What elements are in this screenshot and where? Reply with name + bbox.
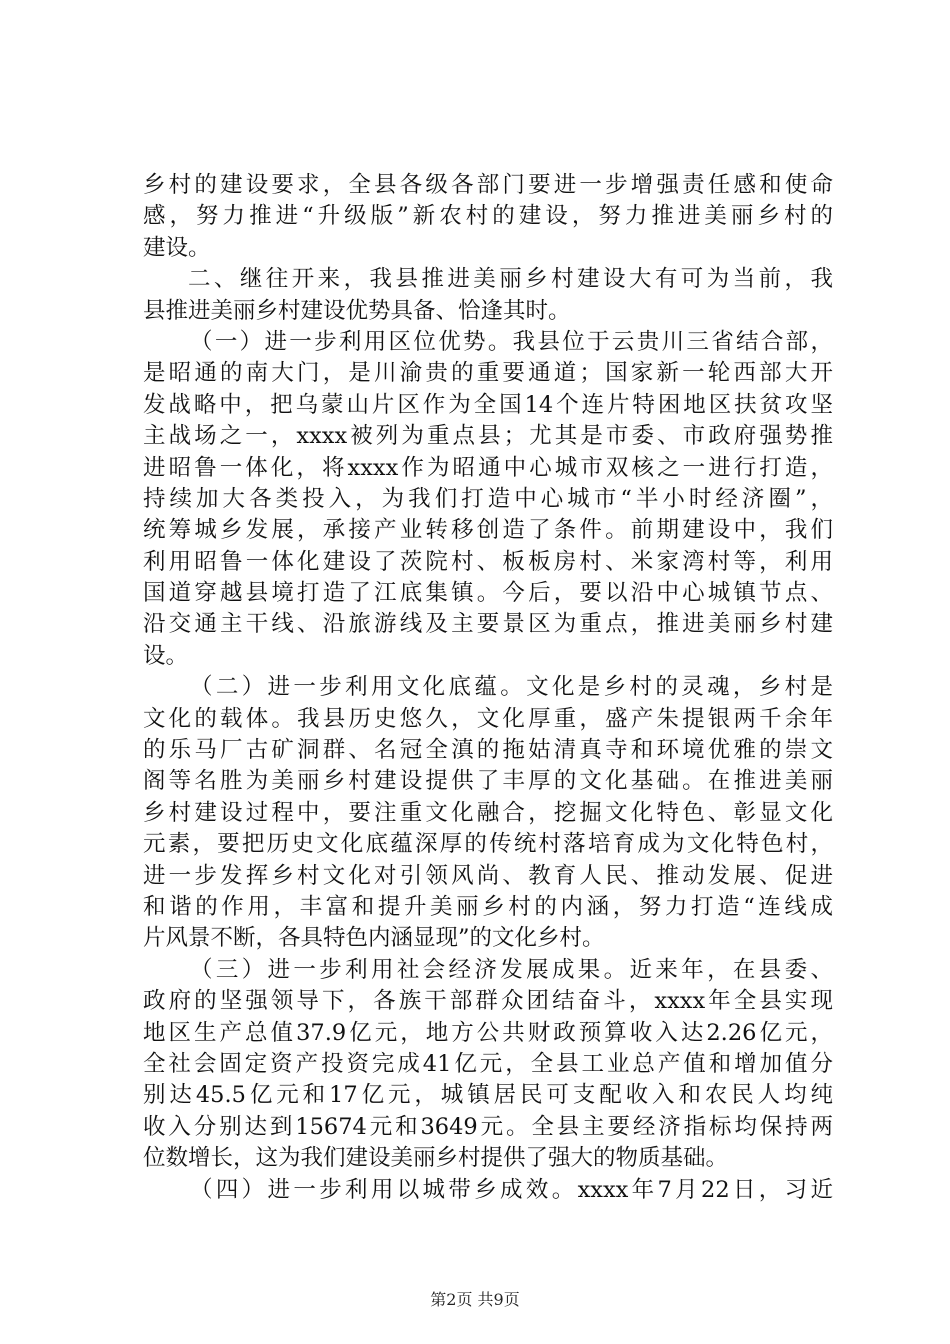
text-line: 国道穿越县境打造了江底集镇。今后，要以沿中心城镇节点、 (143, 580, 833, 607)
text-line: 位数增长，这为我们建设美丽乡村提供了强大的物质基础。 (143, 1145, 729, 1172)
subsection-heading-line: （四）进一步利用以城带乡成效。xxxx年7月22日，习近 (190, 1176, 833, 1203)
text-line: 地区生产总值37.9亿元，地方公共财政预算收入达2.26亿元， (143, 1019, 833, 1046)
text-line: 的乐马厂古矿洞群、名冠全滇的拖姑清真寺和环境优雅的崇文 (143, 737, 833, 764)
text-line: 进一步发挥乡村文化对引领风尚、教育人民、推动发展、促进 (143, 862, 833, 889)
text-line: 建设。 (143, 234, 211, 261)
text-line: 沿交通主干线、沿旅游线及主要景区为重点，推进美丽乡村建 (143, 611, 833, 638)
text-line: 乡村建设过程中，要注重文化融合，挖掘文化特色、彰显文化 (143, 799, 833, 826)
text-line: 持续加大各类投入，为我们打造中心城市“半小时经济圈”， (143, 485, 833, 512)
section-heading-line: 二、继往开来，我县推进美丽乡村建设大有可为当前，我 (188, 266, 833, 293)
text-line: 主战场之一，xxxx被列为重点县；尤其是市委、市政府强势推 (143, 423, 833, 450)
text-line: 阁等名胜为美丽乡村建设提供了丰厚的文化基础。在推进美丽 (143, 768, 833, 795)
text-line: 利用昭鲁一体化建设了茨院村、板板房村、米家湾村等，利用 (143, 548, 833, 575)
subsection-heading-line: （一）进一步利用区位优势。我县位于云贵川三省结合部， (190, 328, 833, 355)
text-line: 县推进美丽乡村建设优势具备、恰逢其时。 (143, 297, 571, 324)
text-line: 元素，要把历史文化底蕴深厚的传统村落培育成为文化特色村， (143, 831, 833, 858)
text-line: 是昭通的南大门，是川渝贵的重要通道；国家新一轮西部大开 (143, 360, 833, 387)
text-line: 片风景不断，各具特色内涵显现”的文化乡村。 (143, 925, 605, 952)
text-line: 感，努力推进“升级版”新农村的建设，努力推进美丽乡村的 (143, 203, 833, 230)
text-line: 乡村的建设要求，全县各级各部门要进一步增强责任感和使命 (143, 172, 833, 198)
text-line: 收入分别达到15674元和3649元。全县主要经济指标均保持两 (143, 1113, 833, 1140)
subsection-heading-line: （二）进一步利用文化底蕴。文化是乡村的灵魂，乡村是 (190, 674, 833, 701)
text-line: 和谐的作用，丰富和提升美丽乡村的内涵，努力打造“连线成 (143, 893, 833, 920)
subsection-heading-line: （三）进一步利用社会经济发展成果。近来年，在县委、 (190, 956, 833, 983)
text-line: 发战略中，把乌蒙山片区作为全国14个连片特困地区扶贫攻坚 (143, 391, 833, 418)
text-line: 进昭鲁一体化，将xxxx作为昭通中心城市双核之一进行打造， (143, 454, 833, 481)
text-line: 全社会固定资产投资完成41亿元，全县工业总产值和增加值分 (143, 1050, 833, 1077)
document-body (143, 170, 833, 1206)
page-number-footer: 第2页 共9页 (430, 1290, 520, 1309)
text-line: 别达45.5亿元和17亿元，城镇居民可支配收入和农民人均纯 (143, 1082, 833, 1109)
text-line: 文化的载体。我县历史悠久，文化厚重，盛产朱提银两千余年 (143, 705, 833, 732)
text-line: 设。 (143, 642, 189, 669)
text-line: 统筹城乡发展，承接产业转移创造了条件。前期建设中，我们 (143, 517, 833, 544)
text-line: 政府的坚强领导下，各族干部群众团结奋斗，xxxx年全县实现 (143, 988, 833, 1015)
